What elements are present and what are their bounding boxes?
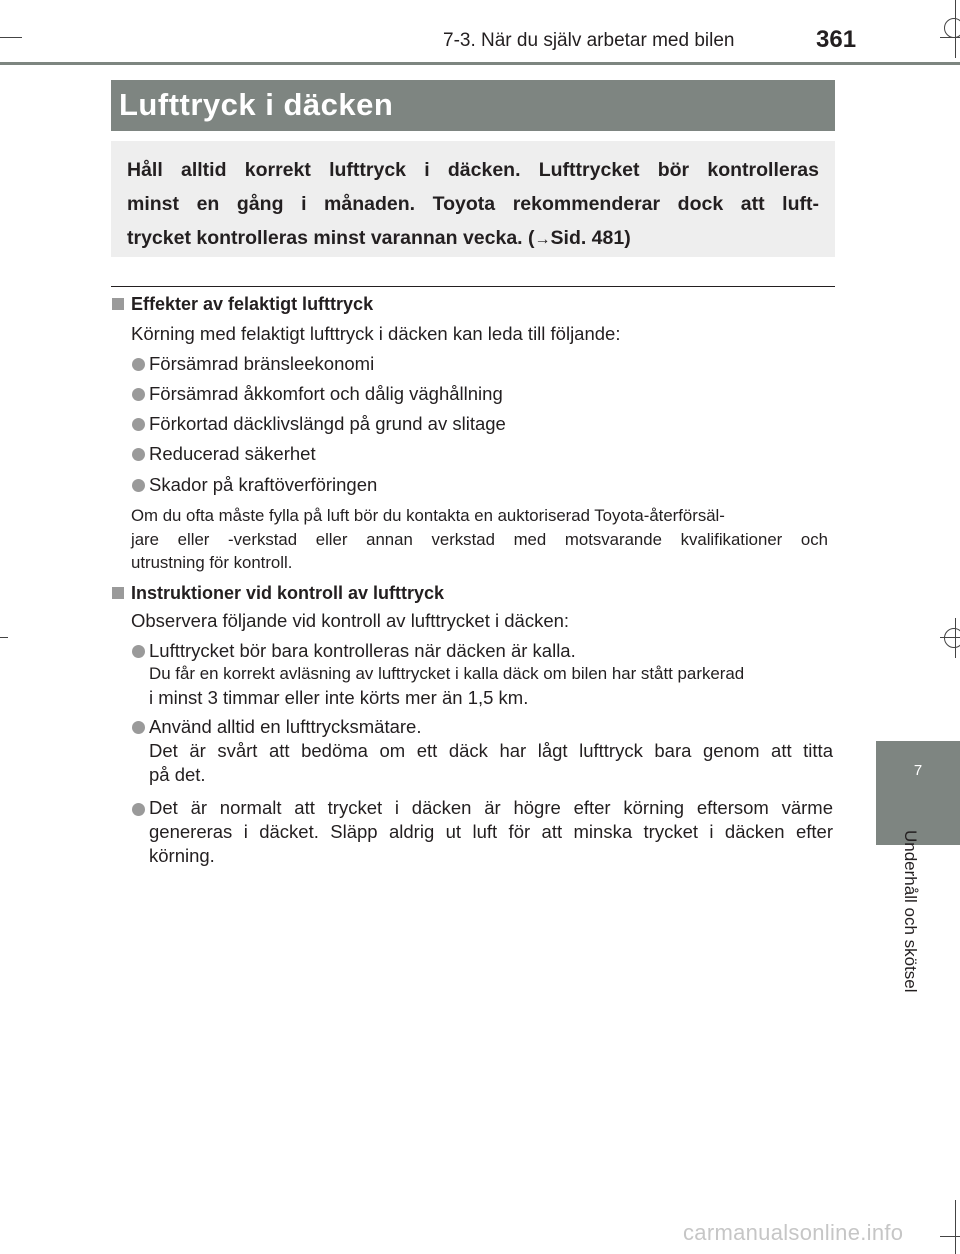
bullet-dot-icon bbox=[132, 645, 145, 658]
watermark: carmanualsonline.info bbox=[683, 1220, 904, 1245]
page-title: Lufttryck i däcken bbox=[111, 80, 835, 131]
section-title: 7-3. När du själv arbetar med bilen bbox=[443, 30, 735, 51]
note-line: utrustning för kontroll. bbox=[131, 553, 293, 572]
section-heading-instructions: Instruktioner vid kontroll av lufttryck bbox=[131, 583, 445, 603]
section-heading-effects: Effekter av felaktigt lufttryck bbox=[131, 294, 374, 314]
bullet-dot-icon bbox=[132, 388, 145, 401]
intro-line-3-pre: trycket kontrolleras minst varannan vecka. ( bbox=[127, 227, 535, 249]
square-bullet-icon bbox=[112, 587, 124, 599]
crop-mark-bottom-right-v bbox=[955, 1200, 956, 1254]
registration-circle-top bbox=[944, 18, 960, 38]
section-lead-instructions: Observera följande vid kontroll av lufttrycket i däcken: bbox=[131, 610, 570, 631]
list-item: Försämrad åkkomfort och dålig väghållning bbox=[149, 383, 503, 404]
crop-mark-mid-left bbox=[0, 637, 8, 638]
header-rule bbox=[0, 62, 960, 65]
intro-line-2: minst en gång i månaden. Toyota rekommenderar dock att luft- bbox=[127, 193, 819, 215]
bullet-dot-icon bbox=[132, 479, 145, 492]
list-item-detail-text: genereras i däcket. Släpp aldrig ut luft för att minska trycket i däcken efter bbox=[149, 821, 833, 842]
crop-mark-top-left bbox=[0, 37, 22, 38]
chapter-tab-label: Underhåll och skötsel bbox=[901, 830, 920, 993]
crop-mark-bottom-right bbox=[940, 1236, 960, 1237]
list-item bbox=[149, 797, 833, 819]
bullet-dot-icon bbox=[132, 721, 145, 734]
list-item-detail: körning. bbox=[149, 845, 215, 866]
list-item-detail: Du får en korrekt avläsning av lufttrycket i kalla däck om bilen har stått parkerad bbox=[149, 664, 745, 683]
note-line bbox=[131, 530, 828, 550]
page-number: 361 bbox=[816, 26, 857, 53]
bullet-dot-icon bbox=[132, 448, 145, 461]
note-line: Om du ofta måste fylla på luft bör du kontakta en auktoriserad Toyota-återförsäl- bbox=[131, 506, 725, 525]
arrow-right-icon: → bbox=[534, 231, 551, 248]
list-item: Skador på kraftöverföringen bbox=[149, 474, 378, 495]
list-item: Lufttrycket bör bara kontrolleras när däcken är kalla. bbox=[149, 640, 576, 661]
divider bbox=[111, 286, 835, 287]
list-item: Försämrad bränsleekonomi bbox=[149, 353, 375, 374]
list-item-detail-text: Det är svårt att bedöma om ett däck har lågt lufttryck bara genom att titta bbox=[149, 740, 833, 761]
list-item: Förkortad däcklivslängd på grund av slitage bbox=[149, 413, 506, 434]
bullet-dot-icon bbox=[132, 418, 145, 431]
intro-line-3 bbox=[127, 221, 819, 257]
list-item-text: Det är normalt att trycket i däcken är högre efter körning eftersom värme bbox=[149, 797, 833, 818]
list-item-detail bbox=[149, 821, 833, 843]
intro-line-1: Håll alltid korrekt lufttryck i däcken. Lufttrycket bör kontrolleras bbox=[127, 159, 819, 181]
section-lead-effects: Körning med felaktigt lufttryck i däcken kan leda till följande: bbox=[131, 323, 621, 344]
registration-circle-mid bbox=[944, 628, 960, 648]
note-line-text: jare eller -verkstad eller annan verkstad med motsvarande kvalifikationer och bbox=[131, 530, 828, 549]
bullet-dot-icon bbox=[132, 803, 145, 816]
page-reference-link[interactable]: Sid. 481) bbox=[550, 227, 631, 249]
chapter-tab-number: 7 bbox=[913, 762, 923, 779]
list-item: Använd alltid en lufttrycksmätare. bbox=[149, 716, 422, 737]
square-bullet-icon bbox=[112, 298, 124, 310]
bullet-dot-icon bbox=[132, 358, 145, 371]
list-item-detail: på det. bbox=[149, 764, 206, 785]
list-item-detail: i minst 3 timmar eller inte körts mer än 1,5 km. bbox=[149, 687, 529, 708]
list-item-detail bbox=[149, 740, 833, 762]
list-item: Reducerad säkerhet bbox=[149, 443, 316, 464]
intro-box bbox=[111, 141, 835, 257]
